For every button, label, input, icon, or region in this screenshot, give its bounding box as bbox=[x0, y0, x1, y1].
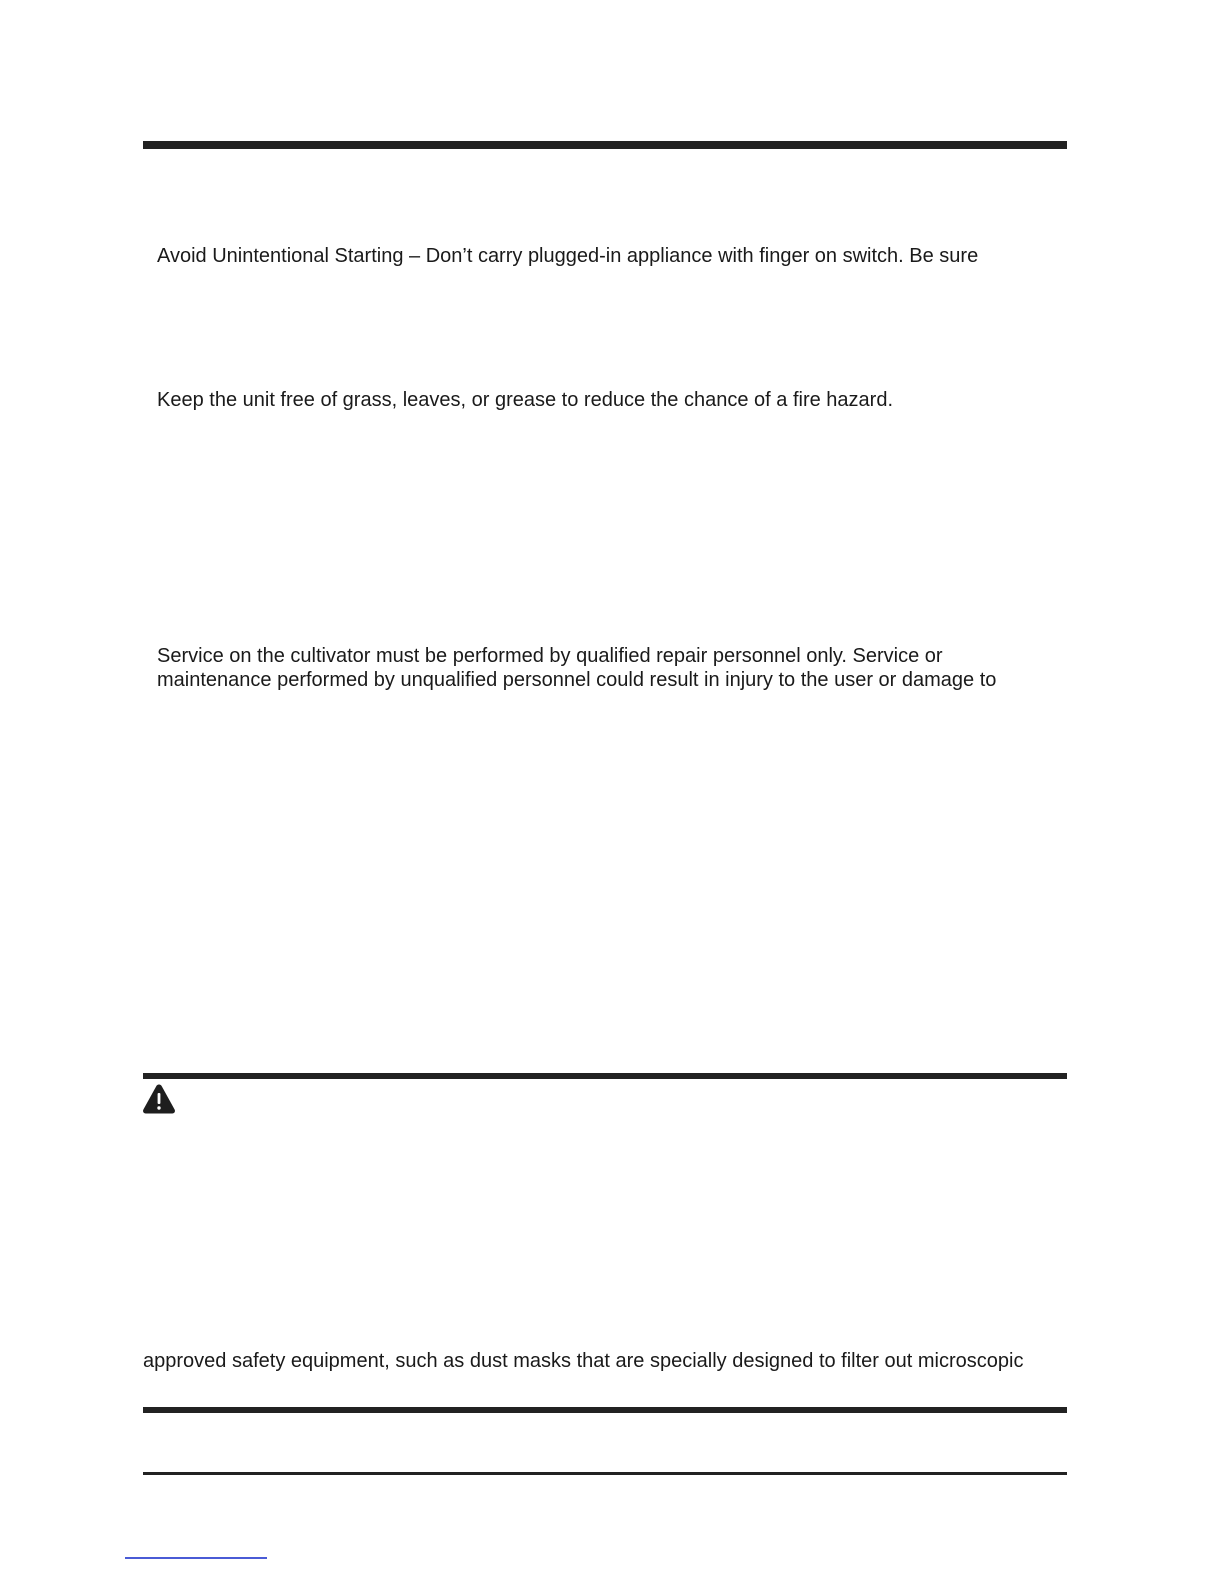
bottom-divider bbox=[143, 1407, 1067, 1413]
service-text-line-1: Service on the cultivator must be performed by qualified repair personnel only. Service or bbox=[157, 645, 943, 667]
warning-triangle-icon bbox=[142, 1083, 176, 1115]
footer-link-underline[interactable] bbox=[125, 1557, 267, 1559]
dust-masks-text: approved safety equipment, such as dust masks that are specially designed to filter out microscopic bbox=[143, 1350, 1024, 1372]
warning-section-divider bbox=[143, 1073, 1067, 1079]
top-divider bbox=[143, 141, 1067, 149]
service-text-line-2: maintenance performed by unqualified personnel could result in injury to the user or damage to bbox=[157, 669, 997, 691]
avoid-unintentional-starting-text: Avoid Unintentional Starting – Don’t carry plugged-in appliance with finger on switch. Be sure bbox=[157, 245, 979, 267]
keep-unit-free-text: Keep the unit free of grass, leaves, or grease to reduce the chance of a fire hazard. bbox=[157, 389, 893, 411]
footer-divider bbox=[143, 1472, 1067, 1475]
